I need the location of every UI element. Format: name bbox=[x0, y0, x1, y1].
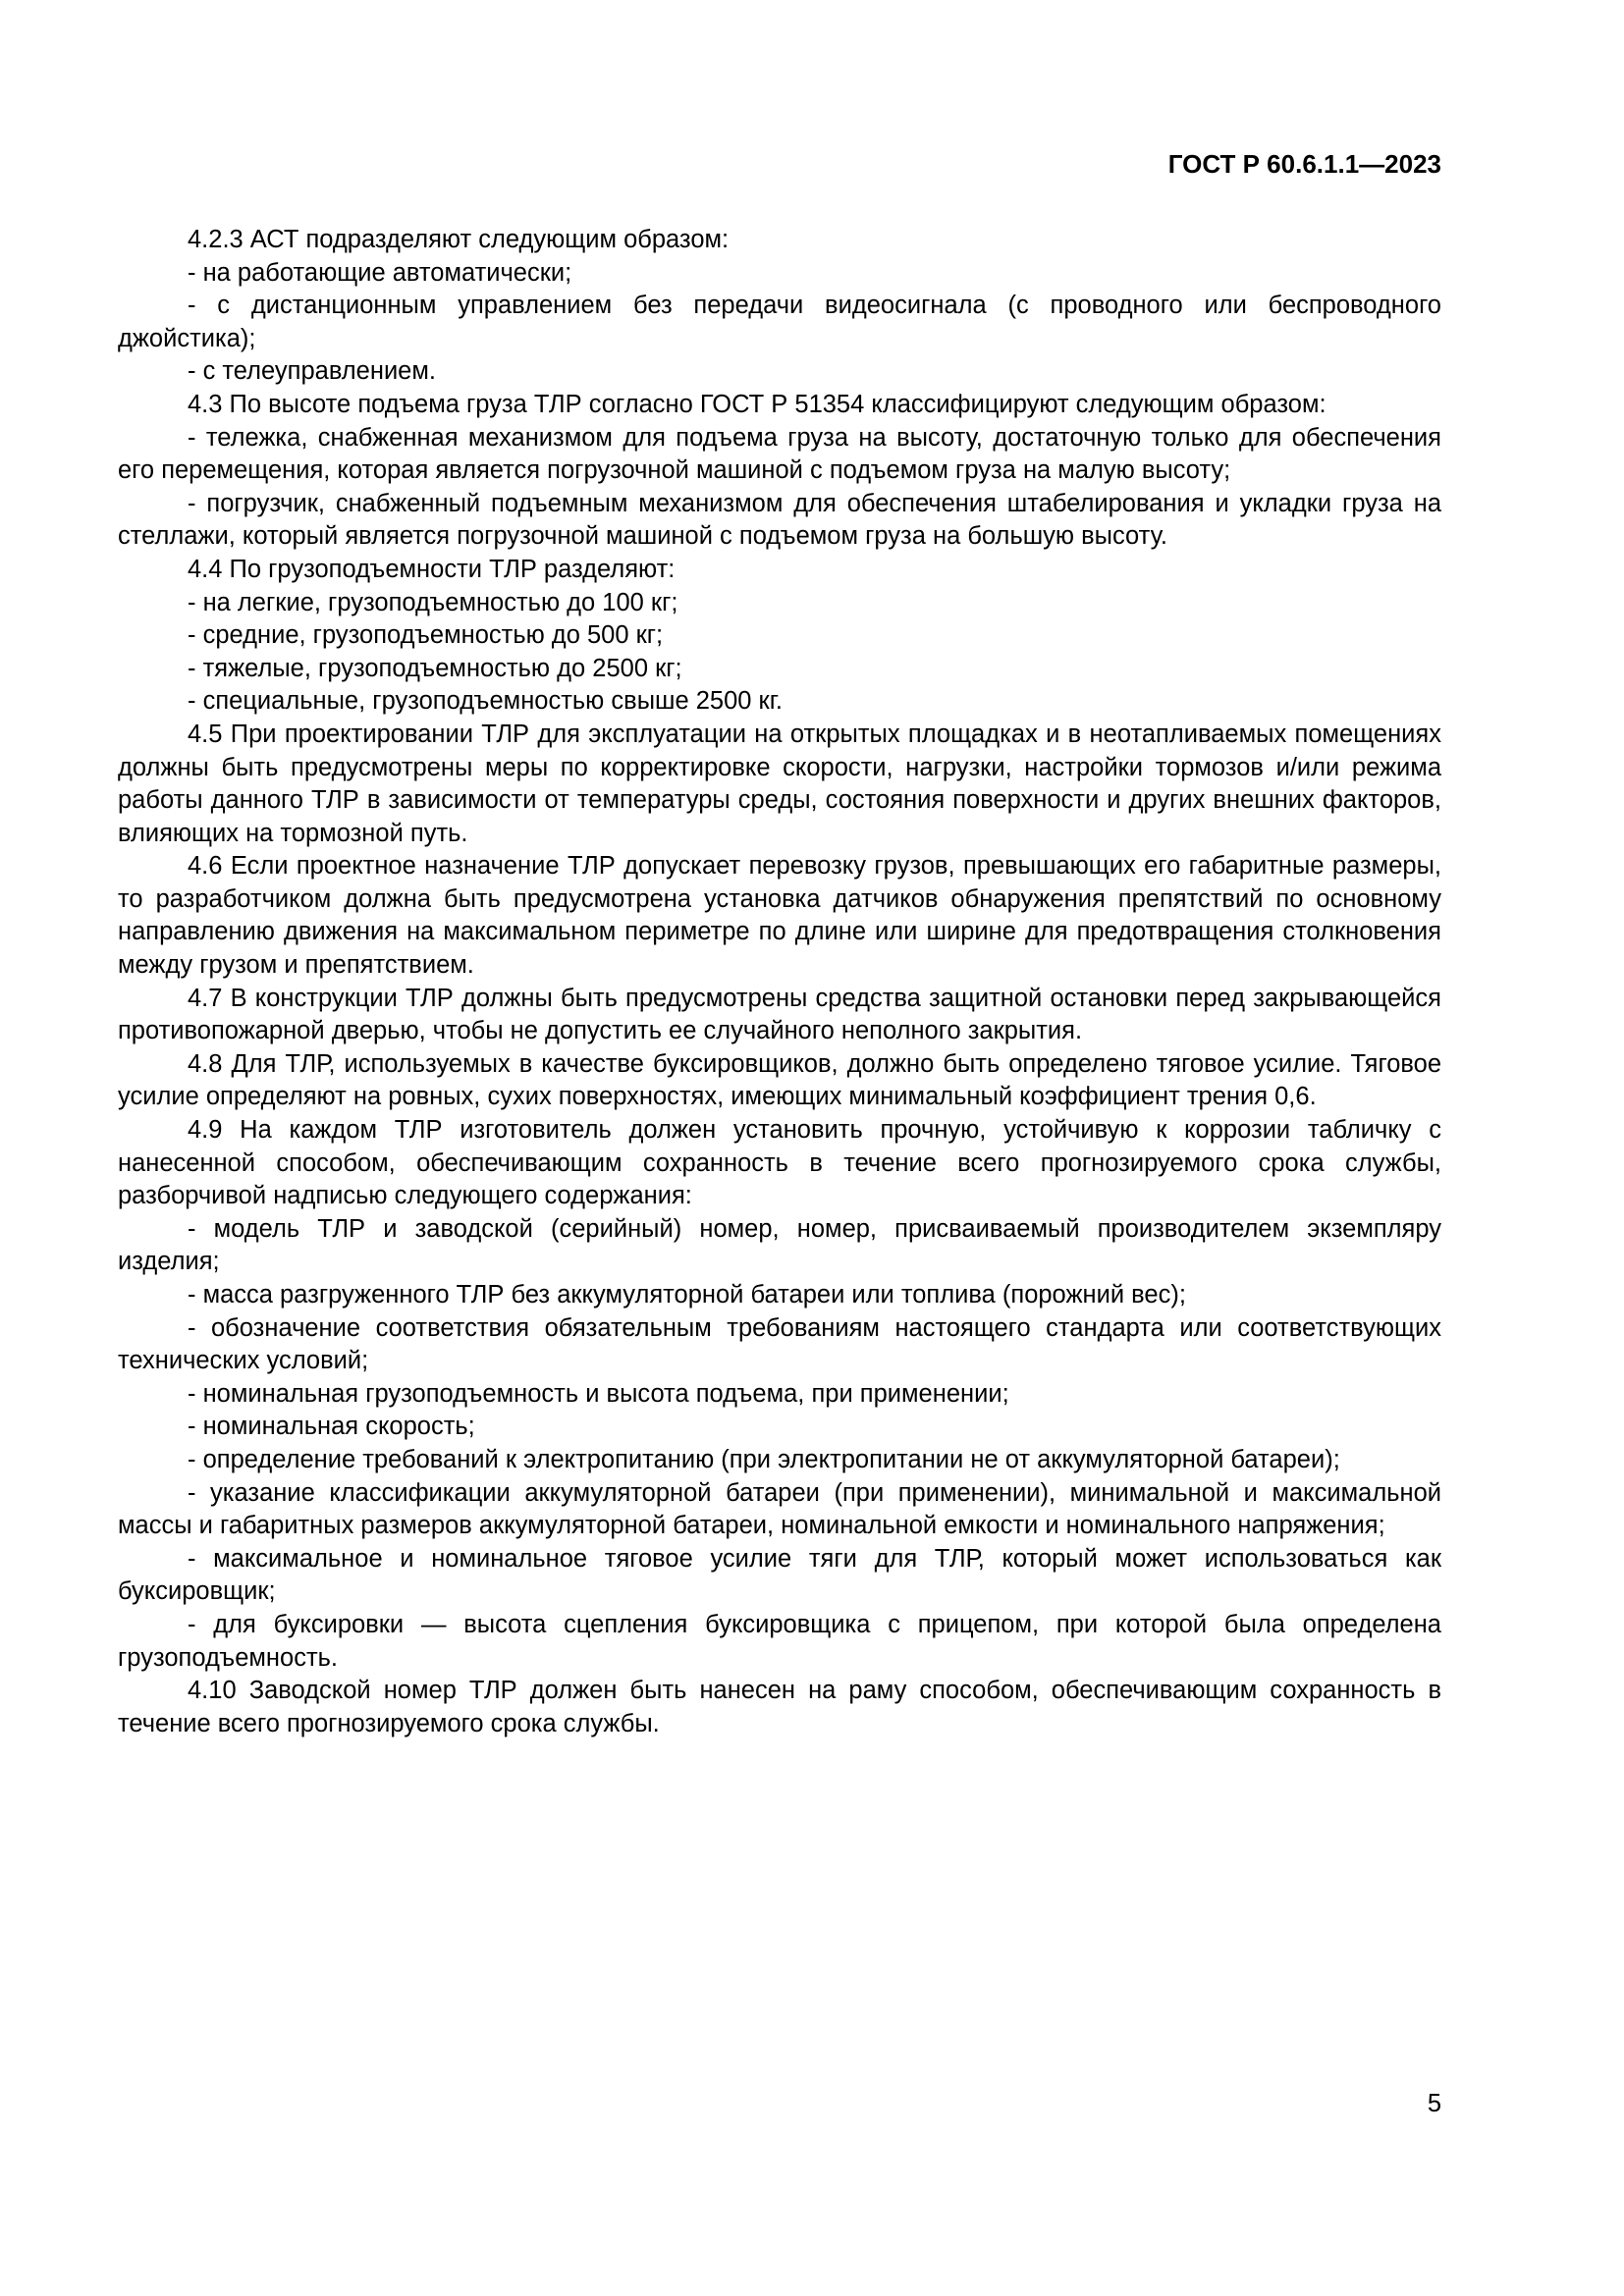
clause-4-2-3: 4.2.3 АСТ подразделяют следующим образом: bbox=[188, 226, 730, 253]
clause-4-10: 4.10 Заводской номер ТЛР должен быть нанесен на раму способом, обеспечивающим сохранность в течение всего прогнозируемого срока службы. bbox=[118, 1677, 1441, 1737]
list-item: - с телеуправлением. bbox=[188, 357, 436, 386]
list-item: - тележка, снабженная механизмом для подъема груза на высоту, достаточную только для обеспечения его перемещения, которая является погрузочной машиной с подъемом груза на малую высоту; bbox=[118, 423, 1441, 485]
list-item: - тяжелые, грузоподъемностью до 2500 кг; bbox=[188, 654, 682, 682]
list-item: - масса разгруженного ТЛР без аккумуляторной батареи или топлива (порожний вес); bbox=[188, 1281, 1186, 1308]
clause-4-5: 4.5 При проектировании ТЛР для эксплуатации на открытых площадках и в неотапливаемых помещениях должны быть предусмотрены меры по корректировке скорости, нагрузки, настройки тормозов и/или режима работы данного ТЛР в зависимости от температуры среды, состояния поверхности и других внешних факторов, влияющих на тормозной путь. bbox=[118, 720, 1441, 847]
clause-4-8: 4.8 Для ТЛР, используемых в качестве буксировщиков, должно быть определено тяговое усилие. Тяговое усилие определяют на ровных, сухих поверхностях, имеющих минимальный коэффициент трения 0,6. bbox=[118, 1049, 1441, 1111]
list-item: - модель ТЛР и заводской (серийный) номер, номер, присваиваемый производителем экземпляру изделия; bbox=[118, 1214, 1441, 1276]
document-body bbox=[118, 224, 1441, 1740]
list-item: - указание классификации аккумуляторной батареи (при применении), минимальной и максимальной массы и габаритных размеров аккумуляторной батареи, номинальной емкости и номинального напряжения; bbox=[118, 1478, 1441, 1540]
list-item: - средние, грузоподъемностью до 500 кг; bbox=[188, 621, 664, 650]
clause-4-7: 4.7 В конструкции ТЛР должны быть предусмотрены средства защитной остановки перед закрывающейся противопожарной дверью, чтобы не допустить ее случайного неполного закрытия. bbox=[118, 984, 1441, 1045]
list-item: - с дистанционным управлением без передачи видеосигнала (с проводного или беспроводного джойстика); bbox=[118, 292, 1441, 352]
list-item: - определение требований к электропитанию (при электропитании не от аккумуляторной батареи); bbox=[188, 1445, 1340, 1473]
list-item: - на легкие, грузоподъемностью до 100 кг; bbox=[188, 588, 678, 616]
list-item: - погрузчик, снабженный подъемным механизмом для обеспечения штабелирования и укладки груза на стеллажи, который является погрузочной машиной с подъемом груза на большую высоту. bbox=[118, 489, 1441, 551]
list-item: - номинальная скорость; bbox=[188, 1413, 475, 1441]
list-item: - специальные, грузоподъемностью свыше 2500 кг. bbox=[188, 687, 783, 716]
list-item: - на работающие автоматически; bbox=[188, 258, 572, 287]
clause-4-4: 4.4 По грузоподъемности ТЛР разделяют: bbox=[188, 555, 676, 583]
list-item: - номинальная грузоподъемность и высота подъема, при применении; bbox=[188, 1379, 1009, 1408]
clause-4-6: 4.6 Если проектное назначение ТЛР допускает перевозку грузов, превышающих его габаритные размеры, то разработчиком должна быть предусмотрена установка датчиков обнаружения препятствий по основному направлению движения на максимальном периметре по длине или ширине для предотвращения столкновения между грузом и препятствием. bbox=[118, 852, 1441, 980]
list-item: - для буксировки — высота сцепления буксировщика с прицепом, при которой была определена грузоподъемность. bbox=[118, 1610, 1441, 1672]
clause-4-9: 4.9 На каждом ТЛР изготовитель должен установить прочную, устойчивую к коррозии табличку с нанесенной способом, обеспечивающим сохранность в течение всего прогнозируемого срока службы, разборчивой надписью следующего содержания: bbox=[118, 1116, 1441, 1210]
page-number: 5 bbox=[1427, 2090, 1441, 2117]
clause-4-3: 4.3 По высоте подъема груза ТЛР согласно ГОСТ Р 51354 классифицируют следующим образом: bbox=[188, 390, 1326, 418]
list-item: - максимальное и номинальное тяговое усилие тяги для ТЛР, который может использоваться как буксировщик; bbox=[118, 1544, 1441, 1606]
list-item: - обозначение соответствия обязательным требованиям настоящего стандарта или соответствующих технических условий; bbox=[118, 1313, 1441, 1375]
document-header: ГОСТ Р 60.6.1.1—2023 bbox=[1167, 149, 1441, 179]
